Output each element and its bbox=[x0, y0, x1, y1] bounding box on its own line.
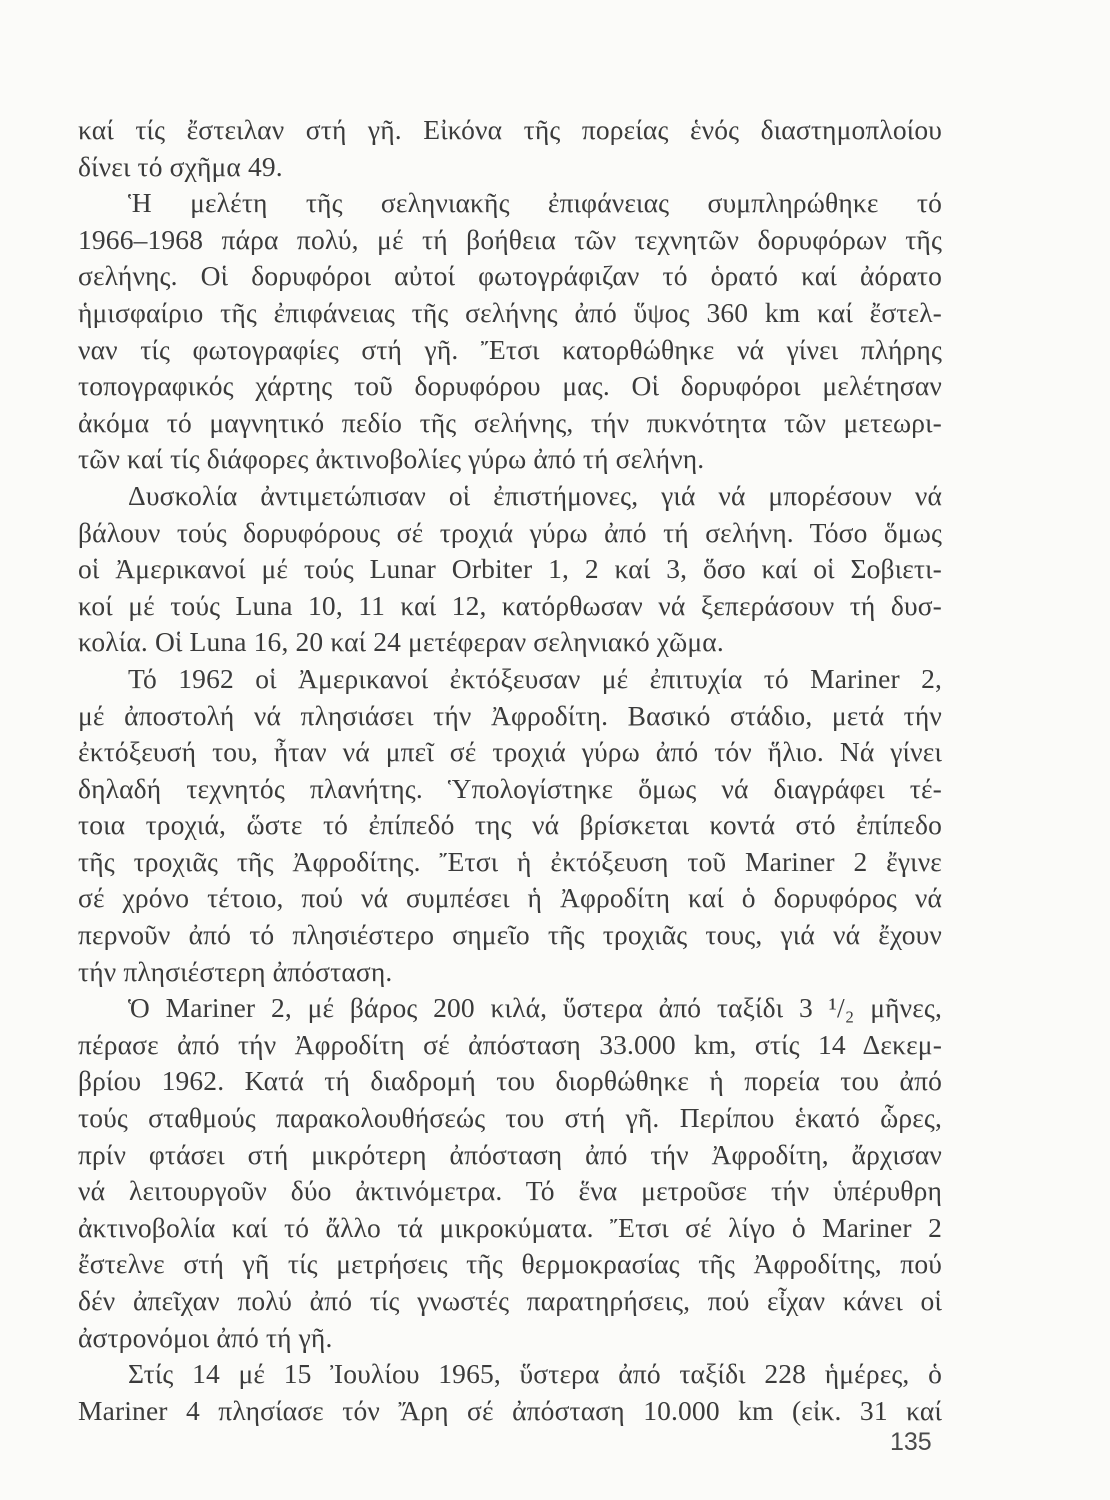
text-line: περνοῦν ἀπό τό πλησιέστερο σημεῖο τῆς τροχιᾶς τους, γιά νά ἔχουν bbox=[78, 919, 942, 951]
text-line: ἔστελνε στή γῆ τίς μετρήσεις τῆς θερμοκρασίας τῆς Ἀφροδίτης, πού bbox=[78, 1248, 942, 1280]
text-line: Δυσκολία ἀντιμετώπισαν οἱ ἐπιστήμονες, γιά νά μπορέσουν νά bbox=[128, 479, 942, 511]
text-line: βρίου 1962. Κατά τή διαδρομή του διορθώθηκε ἡ πορεία του ἀπό bbox=[78, 1065, 942, 1097]
text-line: οἱ Ἀμερικανοί μέ τούς Lunar Orbiter 1, 2 καί 3, ὅσο καί οἱ Σοβιετι- bbox=[78, 553, 942, 585]
text-line: σελήνης. Οἱ δορυφόροι αὐτοί φωτογράφιζαν τό ὁρατό καί ἀόρατο bbox=[78, 260, 942, 292]
text-line: τοια τροχιά, ὥστε τό ἐπίπεδό της νά βρίσκεται κοντά στό ἐπίπεδο bbox=[78, 809, 942, 841]
text-line: τῆς τροχιᾶς τῆς Ἀφροδίτης. Ἔτσι ἡ ἐκτόξευση τοῦ Mariner 2 ἔγινε bbox=[78, 845, 942, 877]
text-line: μέ ἀποστολή νά πλησιάσει τήν Ἀφροδίτη. Βασικό στάδιο, μετά τήν bbox=[78, 699, 942, 731]
text-line: πρίν φτάσει στή μικρότερη ἀπόσταση ἀπό τήν Ἀφροδίτη, ἄρχισαν bbox=[78, 1138, 942, 1170]
text-line: τήν πλησιέστερη ἀπόσταση. bbox=[78, 955, 393, 987]
text-line: ἀκόμα τό μαγνητικό πεδίο τῆς σελήνης, τήν πυκνότητα τῶν μετεωρι- bbox=[78, 406, 942, 438]
text-line: ναν τίς φωτογραφίες στή γῆ. Ἔτσι κατορθώθηκε νά γίνει πλήρης bbox=[78, 333, 942, 365]
text-line: σέ χρόνο τέτοιο, πού νά συμπέσει ἡ Ἀφροδίτη καί ὁ δορυφόρος νά bbox=[78, 882, 942, 914]
text-line: δέν ἀπεῖχαν πολύ ἀπό τίς γνωστές παρατηρήσεις, πού εἶχαν κάνει οἱ bbox=[78, 1285, 942, 1316]
text-line: ἀστρονόμοι ἀπό τή γῆ. bbox=[78, 1321, 333, 1353]
text-line: τούς σταθμούς παρακολουθήσεώς του στή γῆ. Περίπου ἑκατό ὧρες, bbox=[78, 1102, 942, 1134]
text-line: Ὁ Mariner 2, μέ βάρος 200 κιλά, ὕστερα ἀπό ταξίδι 3 ¹/₂ μῆνες, bbox=[128, 992, 942, 1024]
text-line: καί τίς ἔστειλαν στή γῆ. Εἰκόνα τῆς πορείας ἑνός διαστημοπλοίου bbox=[78, 114, 942, 145]
text-line: Ἡ μελέτη τῆς σεληνιακῆς ἐπιφάνειας συμπληρώθηκε τό bbox=[128, 187, 942, 219]
text-line: ἡμισφαίριο τῆς ἐπιφάνειας τῆς σελήνης ἀπό ὕψος 360 km καί ἔστελ- bbox=[78, 296, 942, 328]
text-line: τῶν καί τίς διάφορες ἀκτινοβολίες γύρω ἀπό τή σελήνη. bbox=[78, 443, 705, 475]
page-number: 135 bbox=[890, 1428, 932, 1456]
text-line: βάλουν τούς δορυφόρους σέ τροχιά γύρω ἀπό τή σελήνη. Τόσο ὅμως bbox=[78, 516, 942, 548]
text-line: 1966–1968 πάρα πολύ, μέ τή βοήθεια τῶν τεχνητῶν δορυφόρων τῆς bbox=[78, 223, 942, 255]
text-line: κολία. Οἱ Luna 16, 20 καί 24 μετέφεραν σεληνιακό χῶμα. bbox=[78, 626, 724, 658]
text-line: ἀκτινοβολία καί τό ἄλλο τά μικροκύματα. Ἔτσι σέ λίγο ὁ Mariner 2 bbox=[78, 1211, 942, 1243]
text-line: πέρασε ἀπό τήν Ἀφροδίτη σέ ἀπόσταση 33.000 km, στίς 14 Δεκεμ- bbox=[78, 1028, 942, 1060]
page-body bbox=[78, 112, 942, 1429]
text-line: Mariner 4 πλησίασε τόν Ἄρη σέ ἀπόσταση 10.000 km (εἰκ. 31 καί bbox=[78, 1394, 942, 1426]
text-line: κοί μέ τούς Luna 10, 11 καί 12, κατόρθωσαν νά ξεπεράσουν τή δυσ- bbox=[78, 589, 942, 621]
text-line: Τό 1962 οἱ Ἀμερικανοί ἐκτόξευσαν μέ ἐπιτυχία τό Mariner 2, bbox=[128, 662, 942, 694]
text-line: Στίς 14 μέ 15 Ἰουλίου 1965, ὕστερα ἀπό ταξίδι 228 ἡμέρες, ὁ bbox=[128, 1358, 942, 1390]
text-line: ἐκτόξευσή του, ἦταν νά μπεῖ σέ τροχιά γύρω ἀπό τόν ἥλιο. Νά γίνει bbox=[78, 736, 942, 768]
text-line: νά λειτουργοῦν δύο ἀκτινόμετρα. Τό ἕνα μετροῦσε τήν ὑπέρυθρη bbox=[78, 1175, 942, 1207]
text-line: δίνει τό σχῆμα 49. bbox=[78, 150, 283, 182]
text-line: τοπογραφικός χάρτης τοῦ δορυφόρου μας. Οἱ δορυφόροι μελέτησαν bbox=[78, 370, 942, 402]
text-line: δηλαδή τεχνητός πλανήτης. Ὑπολογίστηκε ὅμως νά διαγράφει τέ- bbox=[78, 772, 942, 804]
